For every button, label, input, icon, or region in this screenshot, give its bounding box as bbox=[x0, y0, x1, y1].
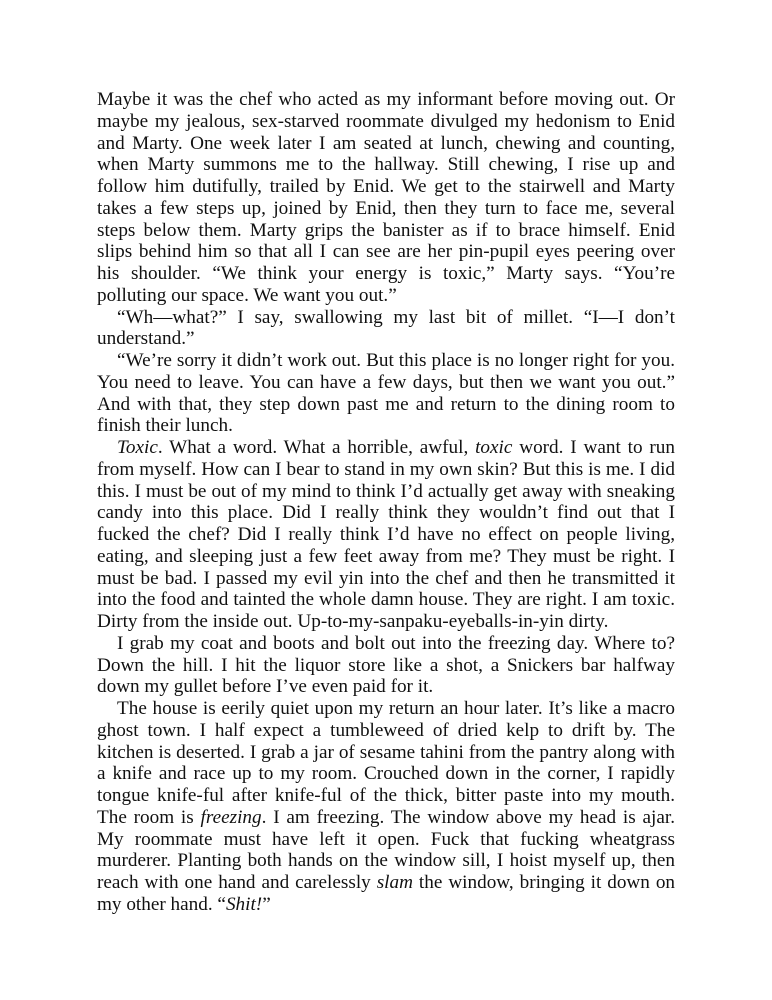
italic-text: Toxic bbox=[117, 437, 158, 458]
paragraph bbox=[97, 350, 675, 437]
italic-text: toxic bbox=[475, 437, 513, 458]
text-run: “We’re sorry it didn’t work out. But this place is no longer right for you. You need to leave. You can have a few days, but then we want you out.” And with that, they step down past me and return to the dining room to finish their lunch. bbox=[97, 350, 675, 437]
text-run: The house is eerily quiet upon my return an hour later. It’s like a macro ghost town. I half expect a tumbleweed of dried kelp to drift by. The kitchen is deserted. I grab a jar of sesame tahini from the pantry along with a knife and race up to my room. Crouched down in the corner, I rapidly tongue knife-ful after knife-ful of the thick, bitter paste into my mouth. The room is bbox=[97, 698, 675, 828]
italic-text: slam bbox=[376, 872, 413, 893]
paragraph bbox=[97, 633, 675, 698]
text-run: . What a word. What a horrible, awful, bbox=[157, 437, 476, 458]
paragraph bbox=[97, 307, 675, 351]
text-run: the window, bringing it down on my other hand. “ bbox=[97, 872, 676, 915]
text-run: word. I want to run from myself. How can I bear to stand in my own skin? But this is me. I did this. I must be out of my mind to think I’d actually get away with sneaking candy into this place. Did I really think they wouldn’t find out that I fucked the chef? Did I really think I’d have no effect on people living, eating, and sleeping just a few feet away from me? They must be right. I must be bad. I passed my evil yin into the chef and then he transmitted it into the food and tainted the whole damn house. They are right. I am toxic. Dirty from the inside out. Up-to-my-sanpaku-eyeballs-in-yin dirty. bbox=[97, 437, 675, 632]
italic-text: Shit! bbox=[225, 893, 263, 915]
page-body-text bbox=[97, 89, 675, 916]
paragraph bbox=[97, 698, 675, 916]
paragraph bbox=[97, 437, 675, 633]
text-run: “Wh—what?” I say, swallowing my last bit of millet. “I—I don’t understand.” bbox=[97, 306, 675, 350]
italic-text: freezing bbox=[200, 806, 262, 828]
text-run: . I am freezing. The window above my head is ajar. My roommate must have left it open. Fuck that fucking wheatgrass murderer. Planting both hands on the window sill, I hoist myself up, then reach with one hand and carelessly bbox=[97, 806, 675, 893]
text-run: I grab my coat and boots and bolt out into the freezing day. Where to? Down the hill. I hit the liquor store like a shot, a Snickers bar halfway down my gullet before I’ve even paid for it. bbox=[97, 632, 675, 698]
paragraph bbox=[97, 89, 675, 307]
text-run: ” bbox=[262, 893, 271, 915]
text-run: Maybe it was the chef who acted as my informant before moving out. Or maybe my jealous, sex-starved roommate divulged my hedonism to Enid and Marty. One week later I am seated at lunch, chewing and counting, when Marty summons me to the hallway. Still chewing, I rise up and follow him dutifully, trailed by Enid. We get to the stairwell and Marty takes a few steps up, joined by Enid, then they turn to face me, several steps below them. Marty grips the banister as if to brace himself. Enid slips behind him so that all I can see are her pin-pupil eyes peering over his shoulder. “We think your energy is toxic,” Marty says. “You’re polluting our space. We want you out.” bbox=[97, 89, 675, 306]
